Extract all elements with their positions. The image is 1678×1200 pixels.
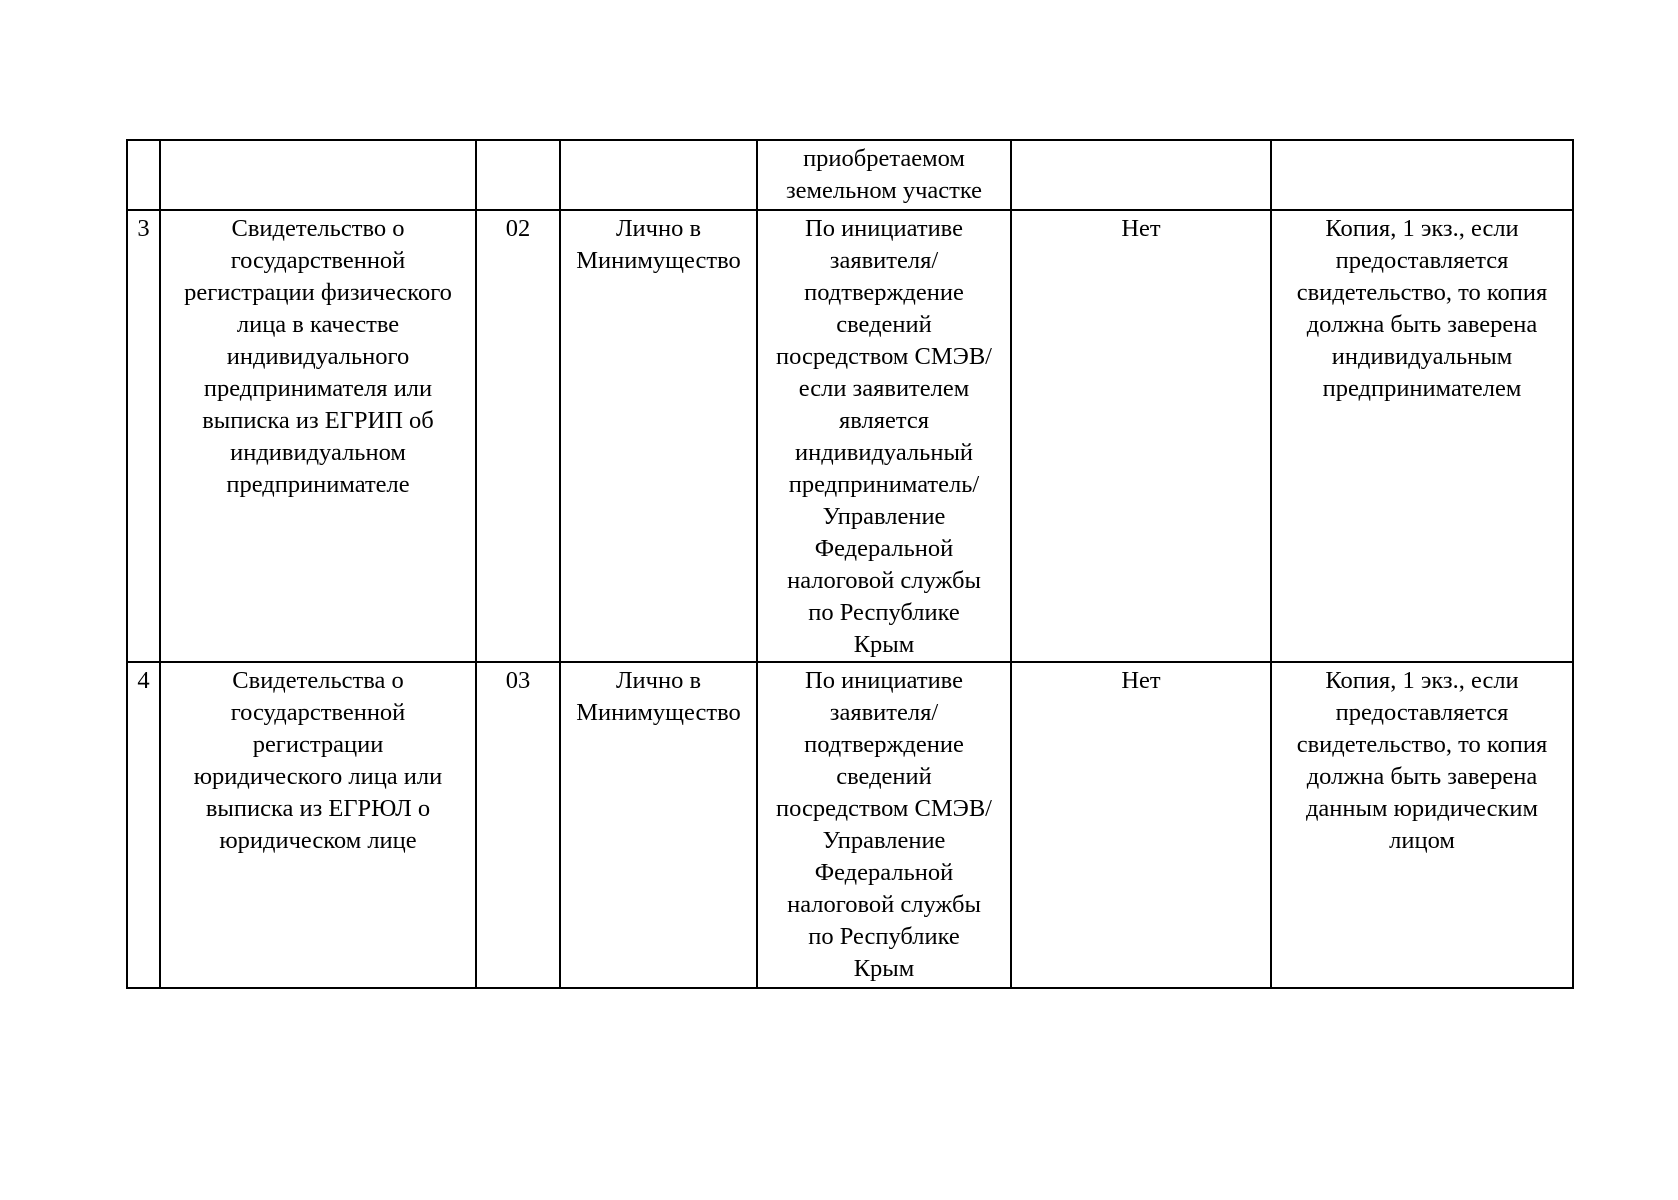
source-cell: По инициативе заявителя/ подтверждение сведений посредством СМЭВ/ если заявителем является индивидуальный предприниматель/ Управление Федеральной налоговой службы по Республике Крым [757, 210, 1011, 662]
note-cell: Копия, 1 экз., если предоставляется свидетельство, то копия должна быть заверена индивидуальным предпринимателем [1271, 210, 1573, 662]
submission-method-cell: Лично в Минимущество [560, 210, 757, 662]
document-code-cell: 02 [476, 210, 560, 662]
submission-method-cell [560, 140, 757, 210]
document-code-cell [476, 140, 560, 210]
submission-method-cell: Лично в Минимущество [560, 662, 757, 988]
source-cell: приобретаемом земельном участке [757, 140, 1011, 210]
document-name-cell: Свидетельства о государственной регистрации юридического лица или выписка из ЕГРЮЛ о юридическом лице [160, 662, 476, 988]
requirement-cell: Нет [1011, 662, 1271, 988]
document-name-cell: Свидетельство о государственной регистрации физического лица в качестве индивидуального предпринимателя или выписка из ЕГРИП об индивидуальном предпринимателе [160, 210, 476, 662]
source-cell: По инициативе заявителя/ подтверждение сведений посредством СМЭВ/ Управление Федеральной налоговой службы по Республике Крым [757, 662, 1011, 988]
documents-table [126, 139, 1574, 989]
document-name-cell [160, 140, 476, 210]
row-number-cell [127, 140, 160, 210]
table-row-continued [127, 140, 1573, 210]
document-code-cell: 03 [476, 662, 560, 988]
row-number-cell: 4 [127, 662, 160, 988]
table-row-4 [127, 662, 1573, 988]
note-cell: Копия, 1 экз., если предоставляется свидетельство, то копия должна быть заверена данным юридическим лицом [1271, 662, 1573, 988]
requirement-cell: Нет [1011, 210, 1271, 662]
row-number-cell: 3 [127, 210, 160, 662]
table-row-3 [127, 210, 1573, 662]
requirement-cell [1011, 140, 1271, 210]
note-cell [1271, 140, 1573, 210]
